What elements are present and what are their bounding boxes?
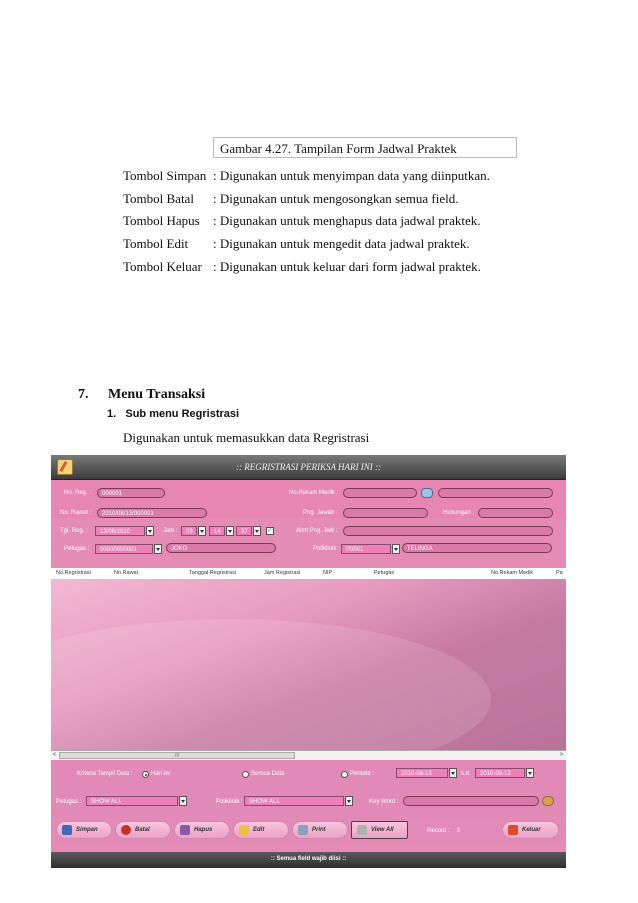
desc-key: Tombol Simpan: [123, 168, 207, 183]
jam-label: Jam :: [163, 528, 178, 534]
jam-second-dropdown-icon[interactable]: [253, 526, 261, 536]
no-rawat-input[interactable]: 2010/08/13/000001: [97, 508, 207, 518]
column-header[interactable]: Pa: [556, 570, 563, 576]
no-rekam-medik-input[interactable]: [343, 488, 417, 498]
petugas-id-input[interactable]: 00000000001: [95, 544, 153, 554]
petugas-dropdown-icon[interactable]: [154, 544, 162, 554]
subsection-heading: [107, 408, 239, 420]
paragraph: Digunakan untuk memasukkan data Regristrasi: [123, 430, 370, 445]
save-icon: [62, 825, 72, 835]
desc-value: : Digunakan untuk menyimpan data yang diinputkan.: [213, 168, 490, 183]
desc-key: Tombol Edit: [123, 236, 189, 251]
jam-auto-checkbox[interactable]: ✓: [267, 528, 273, 534]
date-from-dropdown-icon[interactable]: [449, 768, 457, 778]
petugas-filter-dropdown-icon[interactable]: [179, 796, 187, 806]
keluar-label: Keluar: [522, 827, 541, 833]
column-header[interactable]: Jam Registrasi: [264, 570, 301, 576]
jam-hour-dropdown-icon[interactable]: [198, 526, 206, 536]
batal-button[interactable]: [115, 821, 171, 839]
tgl-reg-label: Tgl. Reg. :: [60, 528, 88, 534]
button-bar: [51, 818, 566, 843]
poliklinik-name-display: TELINGA: [402, 543, 552, 553]
desc-value: : Digunakan untuk keluar dari form jadwal praktek.: [213, 259, 481, 274]
print-icon: [298, 825, 308, 835]
tgl-reg-dropdown-icon[interactable]: [146, 526, 154, 536]
hubungan-input[interactable]: [478, 508, 553, 518]
subsection-number: 1.: [107, 408, 117, 420]
record-count: 0: [457, 828, 461, 834]
status-footer: [51, 852, 566, 868]
table-body: [51, 579, 566, 750]
radio-periode[interactable]: [341, 771, 348, 778]
poliklinik-id-input[interactable]: P0001: [341, 544, 391, 554]
hapus-button[interactable]: [174, 821, 230, 839]
radio-periode-label: Periode :: [350, 771, 375, 777]
poliklinik-filter-select[interactable]: SHOW ALL: [244, 796, 344, 806]
edit-icon: [239, 825, 249, 835]
registration-table[interactable]: [51, 568, 566, 750]
petugas-label: Petugas :: [64, 546, 90, 552]
jam-minute-dropdown-icon[interactable]: [226, 526, 234, 536]
keyword-label: Key Word :: [369, 799, 399, 805]
poliklinik-filter-dropdown-icon[interactable]: [345, 796, 353, 806]
desc-key: Tombol Keluar: [123, 259, 202, 274]
hapus-label: Hapus: [194, 827, 213, 833]
petugas-filter-label: Petugas :: [56, 799, 82, 805]
batal-label: Batal: [135, 827, 150, 833]
section-number: 7.: [78, 387, 89, 402]
desc-key: Tombol Hapus: [123, 213, 200, 228]
view-all-icon: [357, 825, 367, 835]
print-button[interactable]: [292, 821, 348, 839]
simpan-button[interactable]: [56, 821, 112, 839]
desc-value: : Digunakan untuk mengedit data jadwal praktek.: [213, 236, 470, 251]
jam-hour-input[interactable]: 03: [181, 526, 197, 536]
keluar-button[interactable]: [502, 821, 559, 839]
title-bar: [51, 455, 566, 480]
tgl-reg-input[interactable]: 13/08/2010: [95, 526, 145, 536]
desc-key: Tombol Batal: [123, 191, 194, 206]
column-header[interactable]: NIP: [323, 570, 333, 576]
print-label: Print: [312, 827, 326, 833]
jam-minute-input[interactable]: 14: [209, 526, 225, 536]
date-from-input[interactable]: 2010-08-13: [396, 768, 448, 778]
subsection-title: Sub menu Regristrasi: [125, 408, 240, 420]
radio-hari-ini-label: Hari Ini: [151, 771, 171, 777]
view-all-label: View All: [371, 827, 394, 833]
form-title: :: REGRISTRASI PERIKSA HARI INI ::: [235, 462, 382, 472]
column-header[interactable]: Petugas: [374, 570, 395, 576]
radio-semua-data-label: Semua Data: [251, 771, 285, 777]
petugas-name-display: JOKO: [166, 543, 276, 553]
no-reg-input[interactable]: 000001: [97, 488, 165, 498]
figure-caption: Gambar 4.27. Tampilan Form Jadwal Praktek: [213, 137, 517, 158]
petugas-filter-select[interactable]: SHOW ALL: [86, 796, 178, 806]
record-label: Record :: [427, 828, 450, 834]
jam-second-input[interactable]: 37: [236, 526, 252, 536]
column-header[interactable]: No.Rekam Medik: [491, 570, 534, 576]
png-jawab-label: Png. Jawab :: [303, 510, 338, 516]
hubungan-label: Hubungan :: [443, 510, 475, 516]
date-to-dropdown-icon[interactable]: [526, 768, 534, 778]
horizontal-scrollbar[interactable]: [51, 750, 566, 760]
exit-icon: [508, 825, 518, 835]
png-jawab-input[interactable]: [343, 508, 428, 518]
almt-png-jwb-input[interactable]: [343, 526, 553, 536]
search-go-icon[interactable]: [542, 796, 554, 806]
column-header[interactable]: No.Rawat: [114, 570, 139, 576]
edit-button[interactable]: [233, 821, 289, 839]
section-title: Menu Transaksi: [108, 387, 206, 402]
cancel-icon: [121, 825, 131, 835]
view-all-button[interactable]: [351, 821, 408, 839]
scroll-left-icon[interactable]: <: [52, 752, 57, 758]
filter-panel: [51, 760, 566, 818]
scroll-grip: III: [175, 753, 180, 759]
sd-label: s.d.: [461, 771, 471, 777]
scroll-thumb[interactable]: [59, 752, 295, 759]
simpan-label: Simpan: [76, 827, 98, 833]
no-reg-label: No. Reg. :: [64, 490, 92, 496]
delete-icon: [180, 825, 190, 835]
date-to-input[interactable]: 2010-08-13: [475, 768, 525, 778]
column-header[interactable]: Tanggal Regristrasi: [189, 570, 237, 576]
poliklinik-label: Poliklinik :: [313, 546, 340, 552]
search-icon[interactable]: [421, 488, 433, 498]
footer-text: :: Semua field wajib diisi ::: [270, 856, 347, 862]
keyword-input[interactable]: [403, 796, 539, 806]
edit-label: Edit: [253, 827, 265, 833]
desc-value: : Digunakan untuk menghapus data jadwal praktek.: [213, 213, 481, 228]
patient-name-display: [438, 488, 553, 498]
desc-value: : Digunakan untuk mengosongkan semua field.: [213, 191, 459, 206]
radio-semua-data[interactable]: [242, 771, 249, 778]
almt-png-jwb-label: Almt Png. Jwb :: [296, 528, 338, 534]
no-rawat-label: No. Rawat :: [60, 510, 92, 516]
registration-form: [51, 455, 566, 868]
poliklinik-dropdown-icon[interactable]: [392, 544, 400, 554]
no-rekam-medik-label: No.Rekam Medik :: [289, 490, 339, 496]
background-decoration: [51, 619, 491, 750]
radio-hari-ini[interactable]: [142, 771, 149, 778]
column-header[interactable]: No.Regristrasi: [56, 570, 91, 576]
poliklinik-filter-label: Poliklinik :: [216, 799, 243, 805]
scroll-right-icon[interactable]: >: [559, 752, 564, 758]
kriteria-label: Kriteria Tampil Data :: [77, 771, 133, 777]
